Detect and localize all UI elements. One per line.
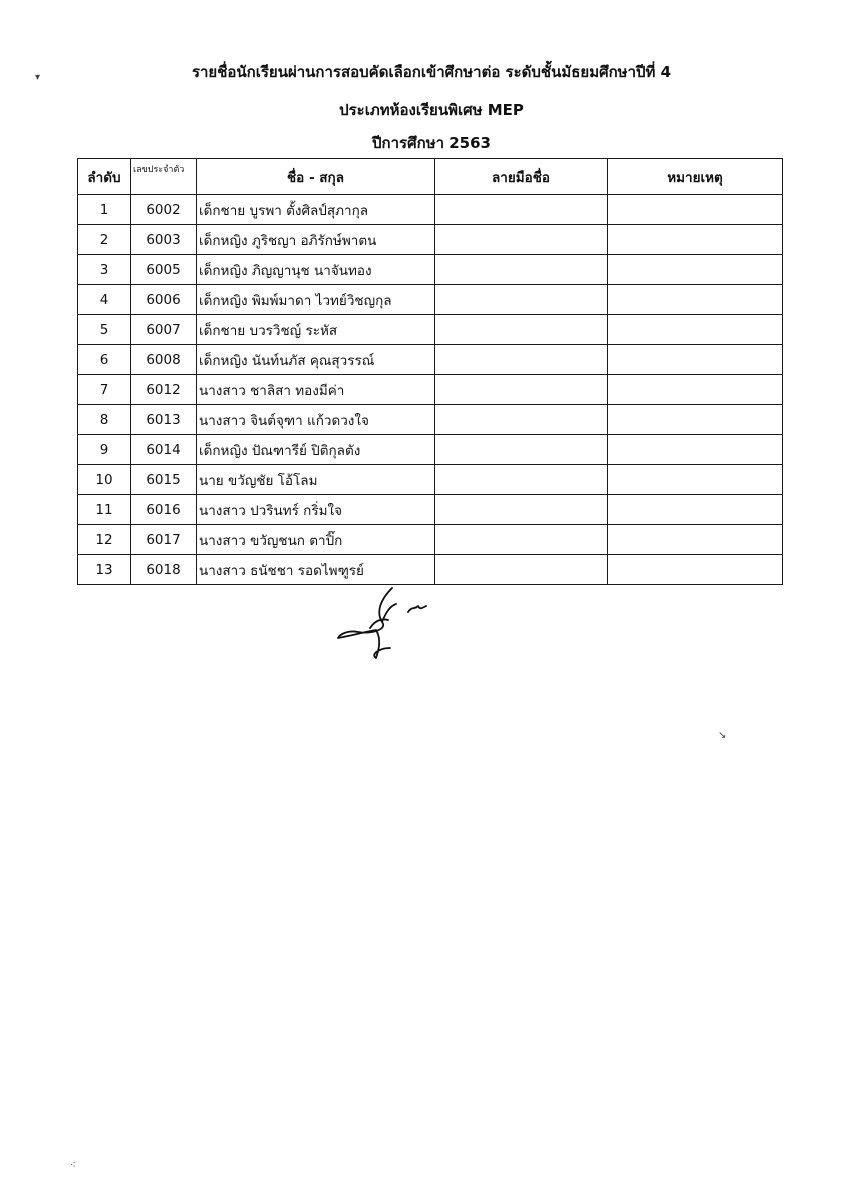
cell-note (608, 465, 783, 495)
cell-student-name: เด็กหญิง ภิญญานุช นาจันทอง (197, 255, 435, 285)
cell-student-name: นางสาว ปวรินทร์ กริ่มใจ (197, 495, 435, 525)
table-row (78, 525, 783, 555)
cell-student-id: 6018 (131, 555, 197, 585)
document-title: รายชื่อนักเรียนผ่านการสอบคัดเลือกเข้าศึกษาต่อ ระดับชั้นมัธยมศึกษาปีที่ 4 (191, 63, 672, 81)
table-row (78, 345, 783, 375)
scan-speck: ↘ (718, 730, 727, 741)
cell-student-name: นางสาว ชาลิสา ทองมีค่า (197, 375, 435, 405)
cell-student-id: 6003 (131, 225, 197, 255)
cell-order: 10 (78, 465, 131, 495)
table-row (78, 555, 783, 585)
cell-student-id: 6015 (131, 465, 197, 495)
table-row (78, 315, 783, 345)
cell-student-name: เด็กหญิง ภูริชญา อภิรักษ์พาตน (197, 225, 435, 255)
cell-order: 7 (78, 375, 131, 405)
cell-signature (435, 315, 608, 345)
cell-signature (435, 405, 608, 435)
cell-note (608, 195, 783, 225)
cell-order: 6 (78, 345, 131, 375)
cell-student-name: นางสาว ธนัชชา รอดไพฑูรย์ (197, 555, 435, 585)
cell-order: 2 (78, 225, 131, 255)
table-row (78, 225, 783, 255)
cell-student-id: 6002 (131, 195, 197, 225)
cell-signature (435, 225, 608, 255)
column-header-note: หมายเหตุ (608, 159, 783, 195)
cell-student-name: นาย ขวัญชัย โอ้โลม (197, 465, 435, 495)
table-row (78, 255, 783, 285)
cell-signature (435, 525, 608, 555)
cell-student-name: เด็กชาย บวรวิชญ์ ระหัส (197, 315, 435, 345)
cell-order: 8 (78, 405, 131, 435)
cell-student-id: 6008 (131, 345, 197, 375)
cell-student-name: เด็กหญิง พิมพ์มาดา ไวทย์วิชญกุล (197, 285, 435, 315)
cell-student-name: เด็กหญิง นันท์นภัส คุณสุวรรณ์ (197, 345, 435, 375)
cell-signature (435, 465, 608, 495)
cell-signature (435, 255, 608, 285)
cell-order: 5 (78, 315, 131, 345)
cell-signature (435, 345, 608, 375)
cell-note (608, 495, 783, 525)
cell-order: 4 (78, 285, 131, 315)
cell-note (608, 315, 783, 345)
cell-student-id: 6014 (131, 435, 197, 465)
cell-note (608, 555, 783, 585)
column-header-order: ลำดับ (78, 159, 131, 195)
handwritten-signature (330, 582, 450, 662)
table-row (78, 435, 783, 465)
table-row (78, 465, 783, 495)
cell-note (608, 285, 783, 315)
cell-order: 1 (78, 195, 131, 225)
cell-signature (435, 435, 608, 465)
cell-note (608, 525, 783, 555)
cell-student-id: 6016 (131, 495, 197, 525)
table-row (78, 195, 783, 225)
cell-student-id: 6017 (131, 525, 197, 555)
cell-signature (435, 195, 608, 225)
document-subtitle-academic-year: ปีการศึกษา 2563 (372, 134, 491, 152)
column-header-name: ชื่อ - สกุล (197, 159, 435, 195)
cell-order: 12 (78, 525, 131, 555)
table-header-row (78, 159, 783, 195)
cell-student-name: เด็กชาย บูรพา ตั้งศิลป์สุภากุล (197, 195, 435, 225)
cell-student-id: 6005 (131, 255, 197, 285)
table-body (78, 195, 783, 585)
column-header-student-id: เลขประจำตัว (131, 159, 197, 195)
cell-note (608, 255, 783, 285)
column-header-signature: ลายมือชื่อ (435, 159, 608, 195)
cell-student-name: นางสาว จินต์จุฑา แก้วดวงใจ (197, 405, 435, 435)
scan-speck: ⁖ (70, 1160, 76, 1171)
cell-note (608, 345, 783, 375)
cell-note (608, 405, 783, 435)
cell-student-id: 6012 (131, 375, 197, 405)
cell-signature (435, 555, 608, 585)
cell-signature (435, 375, 608, 405)
cell-order: 9 (78, 435, 131, 465)
student-roster-table (77, 158, 783, 585)
cell-note (608, 375, 783, 405)
table-row (78, 285, 783, 315)
table-row (78, 405, 783, 435)
cell-order: 3 (78, 255, 131, 285)
table-row (78, 375, 783, 405)
cell-student-name: เด็กหญิง ปัณฑารีย์ ปิติกุลตัง (197, 435, 435, 465)
document-subtitle-class-type: ประเภทห้องเรียนพิเศษ MEP (339, 101, 524, 119)
cell-note (608, 435, 783, 465)
cell-signature (435, 495, 608, 525)
cell-student-id: 6006 (131, 285, 197, 315)
cell-student-id: 6007 (131, 315, 197, 345)
cell-student-id: 6013 (131, 405, 197, 435)
cell-order: 11 (78, 495, 131, 525)
table-row (78, 495, 783, 525)
cell-order: 13 (78, 555, 131, 585)
scan-speck: ▾ (35, 72, 41, 83)
cell-signature (435, 285, 608, 315)
cell-student-name: นางสาว ขวัญชนก ตาปิ๊ก (197, 525, 435, 555)
cell-note (608, 225, 783, 255)
